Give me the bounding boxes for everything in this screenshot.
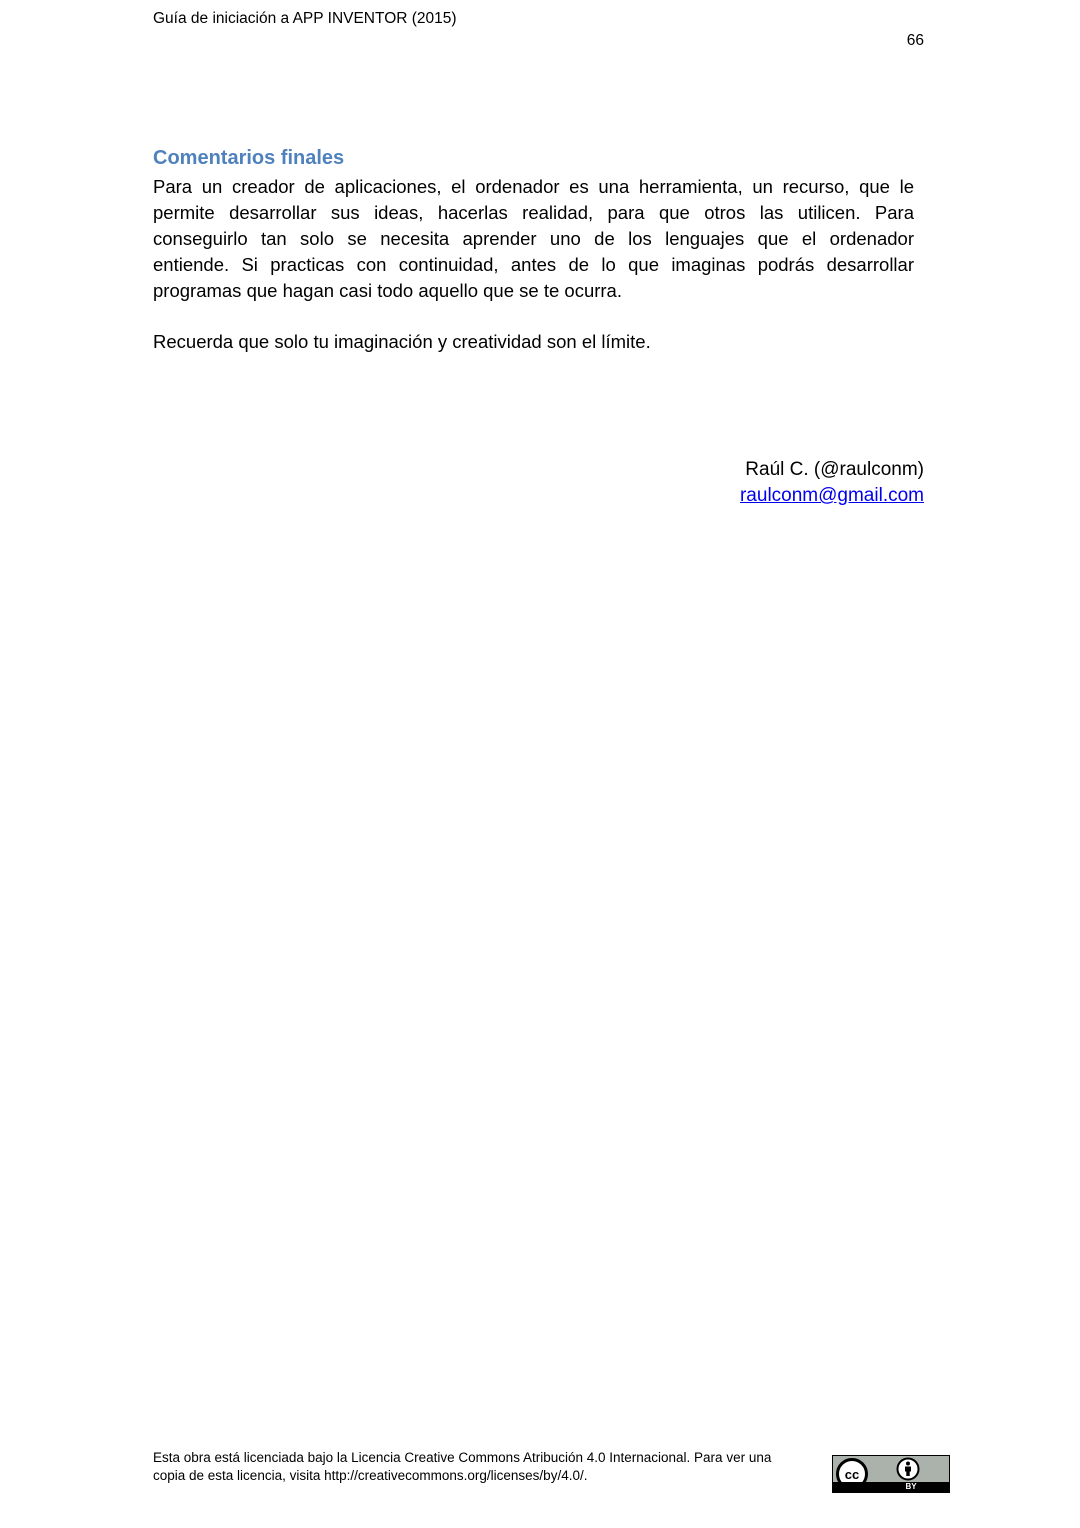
attribution-person-icon — [896, 1457, 920, 1481]
paragraph-line: Recuerda que solo tu imaginación y creatividad son el límite. — [153, 331, 651, 352]
running-header-title: Guía de iniciación a APP INVENTOR (2015) — [153, 10, 457, 27]
paragraph-line: conseguirlo tan solo se necesita aprender uno de los lenguajes que el ordenador — [153, 228, 914, 249]
license-notice — [153, 1449, 771, 1485]
cc-by-license-badge[interactable] — [832, 1455, 950, 1493]
paragraph-intro — [153, 174, 914, 304]
paragraph-line: Para un creador de aplicaciones, el ordenador es una herramienta, un recurso, que le — [153, 176, 914, 197]
page-number: 66 — [906, 32, 924, 49]
section-heading: Comentarios finales — [153, 147, 345, 169]
paragraph-closing — [153, 329, 914, 355]
paragraph-line: permite desarrollar sus ideas, hacerlas realidad, para que otros las utilicen. Para — [153, 202, 914, 223]
author-name: Raúl C. (@raulconm) — [745, 459, 924, 480]
paragraph-line: programas que hagan casi todo aquello que se te ocurra. — [153, 280, 622, 301]
by-label: BY — [833, 1482, 949, 1492]
svg-text:cc: cc — [844, 1467, 860, 1482]
signature — [740, 457, 924, 509]
paragraph-line: entiende. Si practicas con continuidad, antes de lo que imaginas podrás desarrollar — [153, 254, 914, 275]
license-line: copia de esta licencia, visita http://creativecommons.org/licenses/by/4.0/. — [153, 1468, 588, 1483]
author-email-link[interactable]: raulconm@gmail.com — [739, 485, 924, 506]
license-line: Esta obra está licenciada bajo la Licencia Creative Commons Atribución 4.0 Internacional. Para ver una — [153, 1450, 772, 1465]
